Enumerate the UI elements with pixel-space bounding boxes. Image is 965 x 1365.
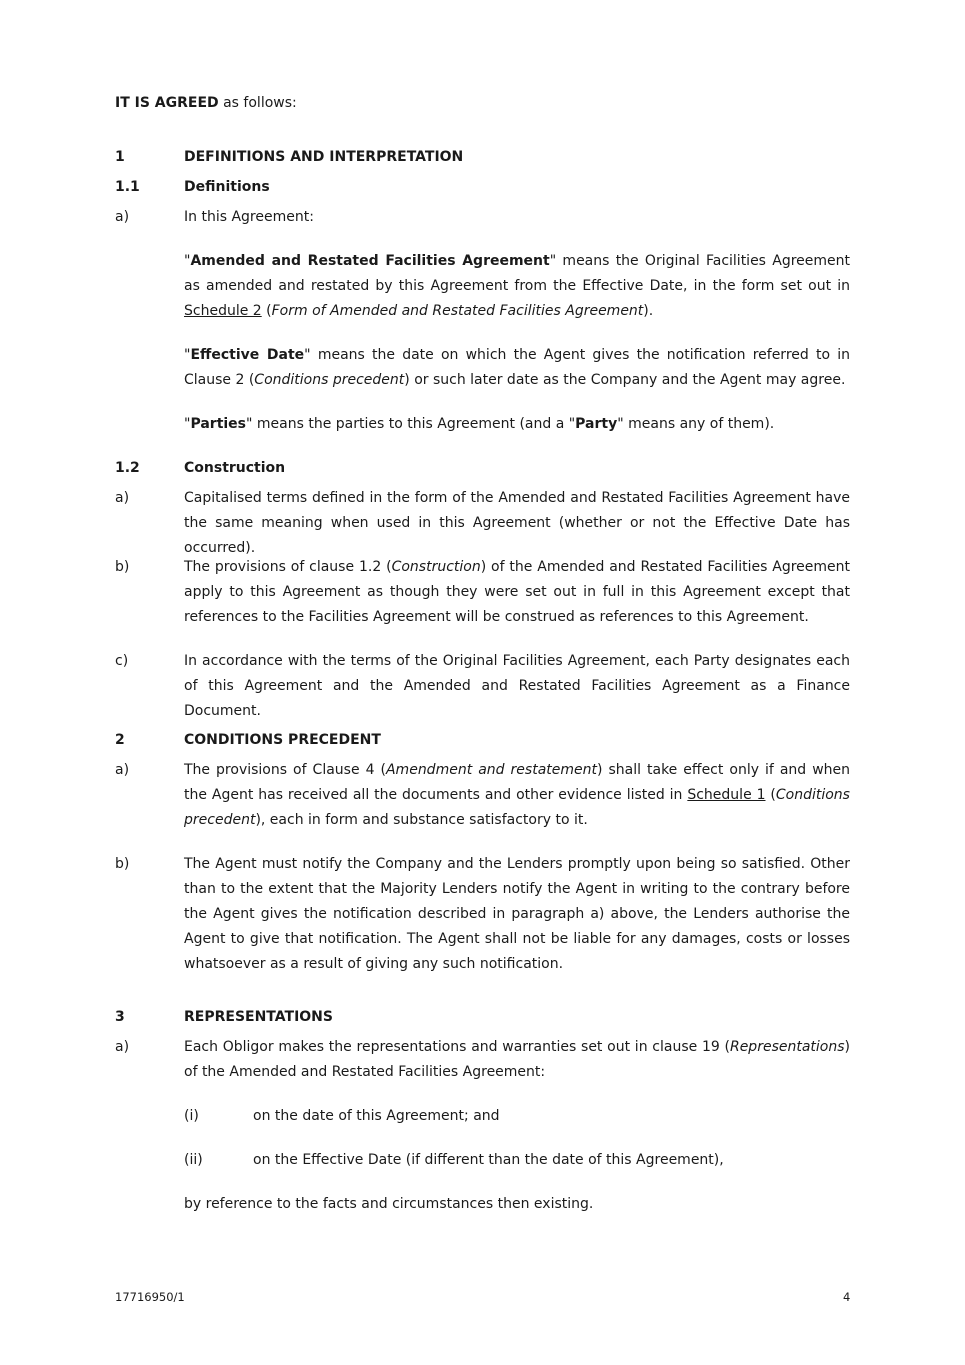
para-2-a-text: The provisions of Clause 4 (Amendment and restatement) shall take effect only if and when the Agent has received all the documents and other evidence listed in Schedule 1 (Conditions precedent), each in form and substance satisfactory to it.: [184, 762, 850, 828]
para-1-1-a-label: a): [115, 209, 130, 225]
para-1-2-a-label: a): [115, 490, 130, 506]
para-3-a-i-label: (i): [184, 1108, 199, 1124]
para-2-b-label: b): [115, 856, 130, 872]
section-1-number: 1: [115, 149, 125, 165]
definition-effective-date: "Effective Date" means the date on which the Agent gives the notification referred to in Clause 2 (Conditions precedent) or such later date as the Company and the Agent may agree.: [184, 347, 850, 388]
section-2-number: 2: [115, 732, 125, 748]
section-3-heading: REPRESENTATIONS: [184, 1009, 333, 1025]
section-1-1-heading: Definitions: [184, 179, 270, 195]
schedule-2-link[interactable]: Schedule 2: [184, 303, 262, 319]
para-2-a-label: a): [115, 762, 130, 778]
para-3-a-ii-text: on the Effective Date (if different than the date of this Agreement),: [253, 1152, 724, 1168]
schedule-1-link[interactable]: Schedule 1: [687, 787, 766, 803]
para-1-2-b-label: b): [115, 559, 130, 575]
para-1-1-a-text: In this Agreement:: [184, 209, 314, 225]
section-1-heading: DEFINITIONS AND INTERPRETATION: [184, 149, 464, 165]
section-3-number: 3: [115, 1009, 125, 1025]
para-2-b-text: The Agent must notify the Company and the Lenders promptly upon being so satisfied. Other than to the extent that the Majority Lenders notify the Agent in writing to the contrary before the Agent gives the notification described in paragraph a) above, the Lenders authorise the Agent to give that notification. The Agent shall not be liable for any damages, costs or losses whatsoever as a result of giving any such notification.: [184, 856, 850, 972]
intro-line: IT IS AGREED as follows:: [115, 95, 297, 111]
section-1-2-heading: Construction: [184, 460, 286, 476]
definition-parties: "Parties" means the parties to this Agreement (and a "Party" means any of them).: [184, 416, 775, 432]
para-3-a-tail: by reference to the facts and circumstances then existing.: [184, 1196, 594, 1212]
section-1-2-number: 1.2: [115, 460, 140, 476]
para-1-2-c-text: In accordance with the terms of the Original Facilities Agreement, each Party designates each of this Agreement and the Amended and Restated Facilities Agreement as a Finance Document.: [184, 653, 850, 719]
footer-doc-ref: 17716950/1: [115, 1290, 185, 1304]
section-2-heading: CONDITIONS PRECEDENT: [184, 732, 381, 748]
para-3-a-ii-label: (ii): [184, 1152, 203, 1168]
para-3-a-text: Each Obligor makes the representations and warranties set out in clause 19 (Representations) of the Amended and Restated Facilities Agreement:: [184, 1039, 850, 1080]
footer-page-number: 4: [843, 1290, 851, 1304]
para-1-2-a-text: Capitalised terms defined in the form of the Amended and Restated Facilities Agreement have the same meaning when used in this Agreement (whether or not the Effective Date has occurred).: [184, 490, 850, 556]
definition-amended-restated: "Amended and Restated Facilities Agreement" means the Original Facilities Agreement as amended and restated by this Agreement from the Effective Date, in the form set out in Schedule 2 (Form of Amended and Restated Facilities Agreement).: [184, 253, 850, 319]
para-1-2-b-text: The provisions of clause 1.2 (Construction) of the Amended and Restated Facilities Agreement apply to this Agreement as though they were set out in full in this Agreement except that references to the Facilities Agreement will be construed as references to this Agreement.: [184, 559, 851, 625]
para-3-a-label: a): [115, 1039, 130, 1055]
para-1-2-c-label: c): [115, 653, 129, 669]
para-3-a-i-text: on the date of this Agreement; and: [253, 1108, 500, 1124]
section-1-1-number: 1.1: [115, 179, 140, 195]
